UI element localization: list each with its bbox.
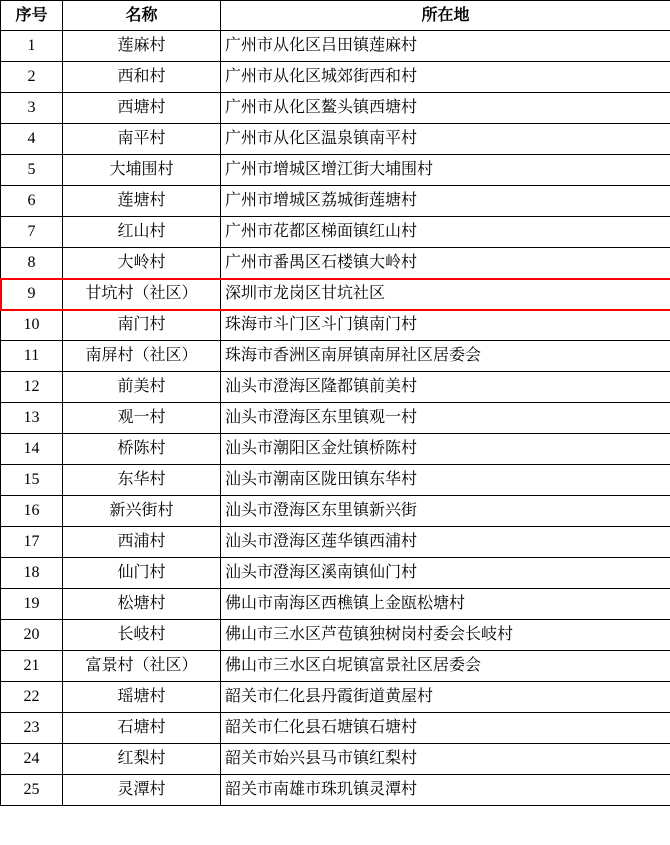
cell-location: 广州市从化区吕田镇莲麻村 xyxy=(221,31,670,62)
cell-index: 13 xyxy=(1,403,63,434)
cell-index: 24 xyxy=(1,744,63,775)
cell-name: 石塘村 xyxy=(63,713,221,744)
cell-location: 韶关市始兴县马市镇红梨村 xyxy=(221,744,670,775)
cell-location: 广州市从化区城郊街西和村 xyxy=(221,62,670,93)
column-header-name: 名称 xyxy=(63,1,221,31)
cell-index: 4 xyxy=(1,124,63,155)
cell-location: 广州市花都区梯面镇红山村 xyxy=(221,217,670,248)
cell-location: 汕头市澄海区隆都镇前美村 xyxy=(221,372,670,403)
cell-index: 9 xyxy=(1,279,63,310)
cell-index: 25 xyxy=(1,775,63,806)
cell-name: 仙门村 xyxy=(63,558,221,589)
table-row xyxy=(1,217,670,248)
table-row xyxy=(1,31,670,62)
cell-index: 22 xyxy=(1,682,63,713)
column-header-location: 所在地 xyxy=(221,1,670,31)
cell-location: 汕头市澄海区溪南镇仙门村 xyxy=(221,558,670,589)
cell-location: 广州市从化区温泉镇南平村 xyxy=(221,124,670,155)
table-row xyxy=(1,186,670,217)
table-row-highlighted xyxy=(1,279,670,310)
table-row xyxy=(1,465,670,496)
cell-name: 莲麻村 xyxy=(63,31,221,62)
table-row xyxy=(1,155,670,186)
table-row xyxy=(1,496,670,527)
cell-name: 瑶塘村 xyxy=(63,682,221,713)
cell-index: 18 xyxy=(1,558,63,589)
table-row xyxy=(1,434,670,465)
cell-index: 7 xyxy=(1,217,63,248)
cell-index: 12 xyxy=(1,372,63,403)
cell-name: 莲塘村 xyxy=(63,186,221,217)
cell-index: 1 xyxy=(1,31,63,62)
cell-name: 富景村（社区） xyxy=(63,651,221,682)
cell-index: 21 xyxy=(1,651,63,682)
cell-index: 5 xyxy=(1,155,63,186)
cell-location: 佛山市南海区西樵镇上金瓯松塘村 xyxy=(221,589,670,620)
table-row xyxy=(1,93,670,124)
cell-name: 灵潭村 xyxy=(63,775,221,806)
cell-name: 松塘村 xyxy=(63,589,221,620)
cell-index: 11 xyxy=(1,341,63,372)
cell-index: 8 xyxy=(1,248,63,279)
table-header-row xyxy=(1,1,670,31)
cell-location: 珠海市香洲区南屏镇南屏社区居委会 xyxy=(221,341,670,372)
cell-location: 汕头市澄海区东里镇新兴街 xyxy=(221,496,670,527)
cell-name: 大岭村 xyxy=(63,248,221,279)
table-row xyxy=(1,620,670,651)
table-row xyxy=(1,403,670,434)
cell-location: 广州市番禺区石楼镇大岭村 xyxy=(221,248,670,279)
cell-index: 15 xyxy=(1,465,63,496)
cell-index: 14 xyxy=(1,434,63,465)
cell-name: 桥陈村 xyxy=(63,434,221,465)
cell-index: 6 xyxy=(1,186,63,217)
cell-location: 广州市增城区增江街大埔围村 xyxy=(221,155,670,186)
table-row xyxy=(1,775,670,806)
cell-location: 广州市从化区鳌头镇西塘村 xyxy=(221,93,670,124)
column-header-index: 序号 xyxy=(1,1,63,31)
cell-location: 汕头市澄海区东里镇观一村 xyxy=(221,403,670,434)
table-row xyxy=(1,744,670,775)
table-row xyxy=(1,589,670,620)
table-row xyxy=(1,527,670,558)
table-row xyxy=(1,124,670,155)
table-body xyxy=(1,31,670,806)
cell-name: 西和村 xyxy=(63,62,221,93)
cell-location: 韶关市仁化县丹霞街道黄屋村 xyxy=(221,682,670,713)
cell-index: 16 xyxy=(1,496,63,527)
cell-index: 10 xyxy=(1,310,63,341)
cell-location: 韶关市仁化县石塘镇石塘村 xyxy=(221,713,670,744)
cell-location: 深圳市龙岗区甘坑社区 xyxy=(221,279,670,310)
table-row xyxy=(1,310,670,341)
cell-location: 汕头市澄海区莲华镇西浦村 xyxy=(221,527,670,558)
cell-name: 新兴街村 xyxy=(63,496,221,527)
cell-name: 观一村 xyxy=(63,403,221,434)
table-row xyxy=(1,682,670,713)
cell-name: 西浦村 xyxy=(63,527,221,558)
cell-index: 2 xyxy=(1,62,63,93)
cell-name: 西塘村 xyxy=(63,93,221,124)
table-header xyxy=(1,1,670,31)
cell-location: 珠海市斗门区斗门镇南门村 xyxy=(221,310,670,341)
cell-name: 南屏村（社区） xyxy=(63,341,221,372)
cell-location: 韶关市南雄市珠玑镇灵潭村 xyxy=(221,775,670,806)
cell-index: 20 xyxy=(1,620,63,651)
cell-location: 佛山市三水区芦苞镇独树岗村委会长岐村 xyxy=(221,620,670,651)
table-row xyxy=(1,341,670,372)
cell-name: 南平村 xyxy=(63,124,221,155)
table-row xyxy=(1,372,670,403)
cell-name: 南门村 xyxy=(63,310,221,341)
cell-index: 23 xyxy=(1,713,63,744)
table-row xyxy=(1,248,670,279)
table-row xyxy=(1,558,670,589)
cell-name: 红山村 xyxy=(63,217,221,248)
table-row xyxy=(1,62,670,93)
table-row xyxy=(1,651,670,682)
cell-index: 19 xyxy=(1,589,63,620)
cell-name: 前美村 xyxy=(63,372,221,403)
cell-name: 红梨村 xyxy=(63,744,221,775)
cell-location: 汕头市潮阳区金灶镇桥陈村 xyxy=(221,434,670,465)
cell-location: 汕头市潮南区陇田镇东华村 xyxy=(221,465,670,496)
cell-name: 甘坑村（社区） xyxy=(63,279,221,310)
cell-location: 佛山市三水区白坭镇富景社区居委会 xyxy=(221,651,670,682)
cell-location: 广州市增城区荔城街莲塘村 xyxy=(221,186,670,217)
cell-name: 东华村 xyxy=(63,465,221,496)
table-row xyxy=(1,713,670,744)
cell-index: 17 xyxy=(1,527,63,558)
cell-name: 长岐村 xyxy=(63,620,221,651)
cell-name: 大埔围村 xyxy=(63,155,221,186)
cell-index: 3 xyxy=(1,93,63,124)
